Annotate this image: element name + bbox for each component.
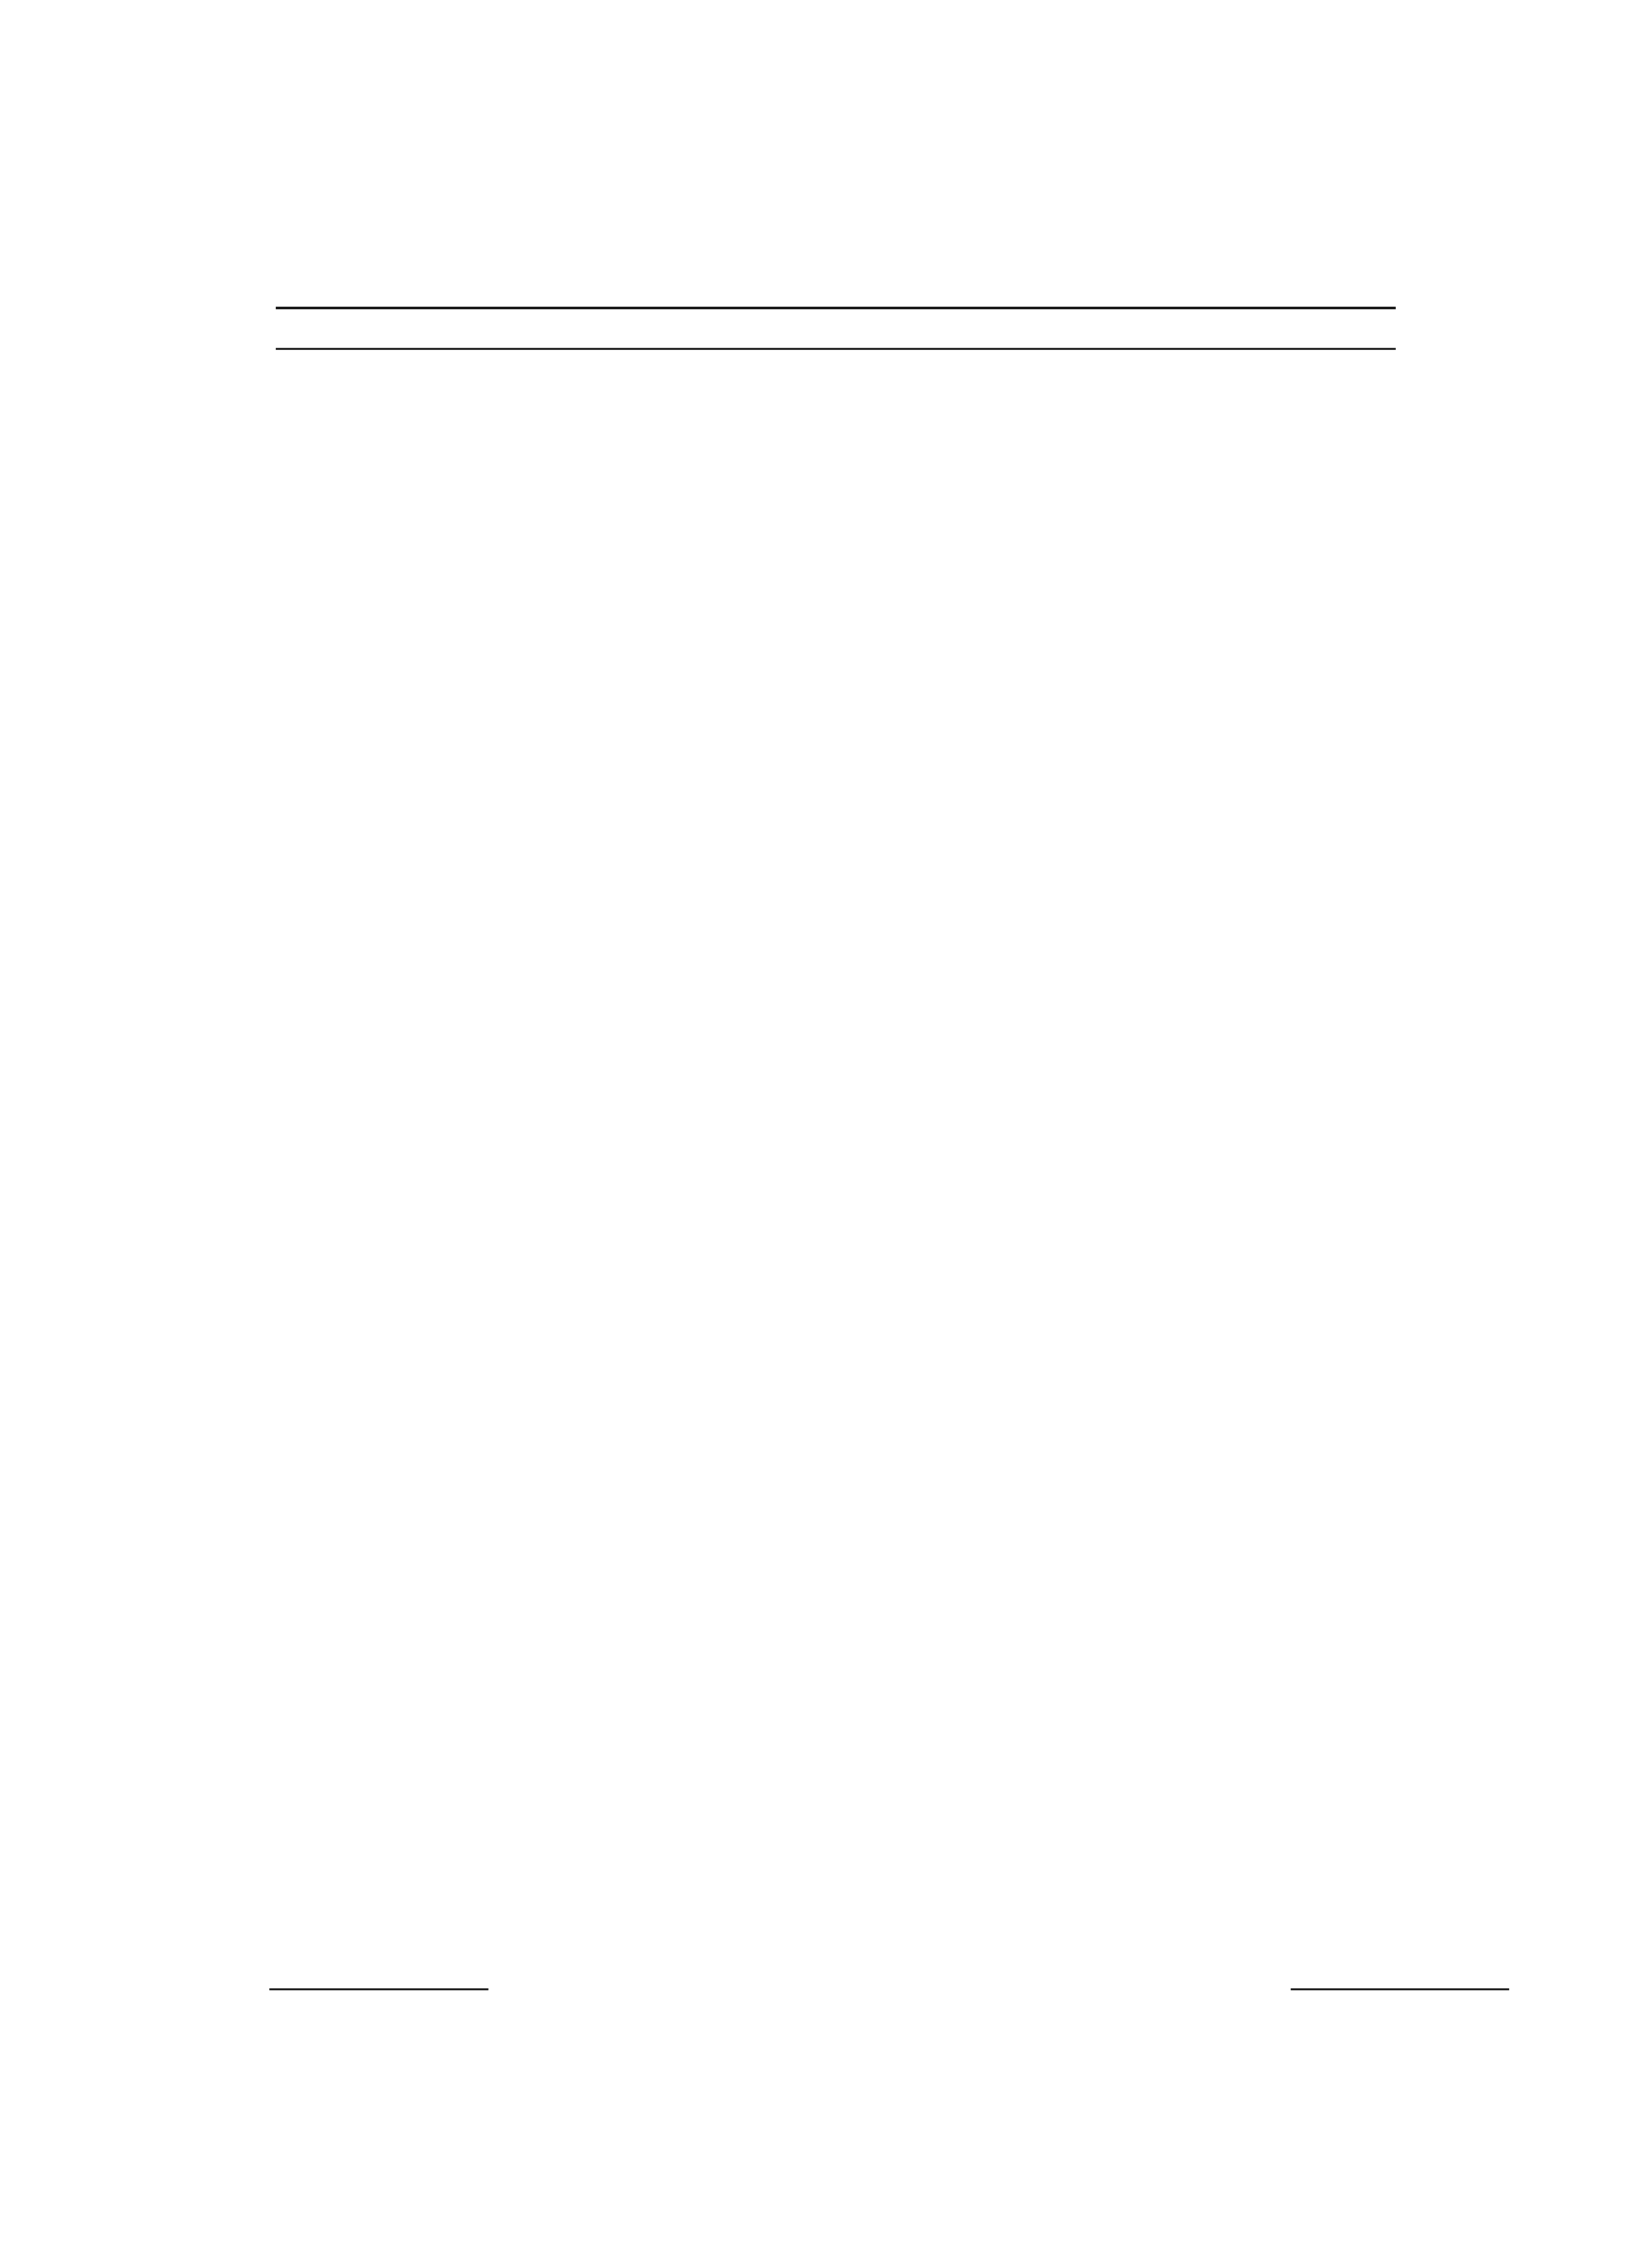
usage-divider <box>276 307 1396 309</box>
footer-rule-left <box>269 1988 488 1990</box>
table-header-rule <box>276 348 1396 350</box>
footer-rule-right <box>1291 1988 1509 1990</box>
